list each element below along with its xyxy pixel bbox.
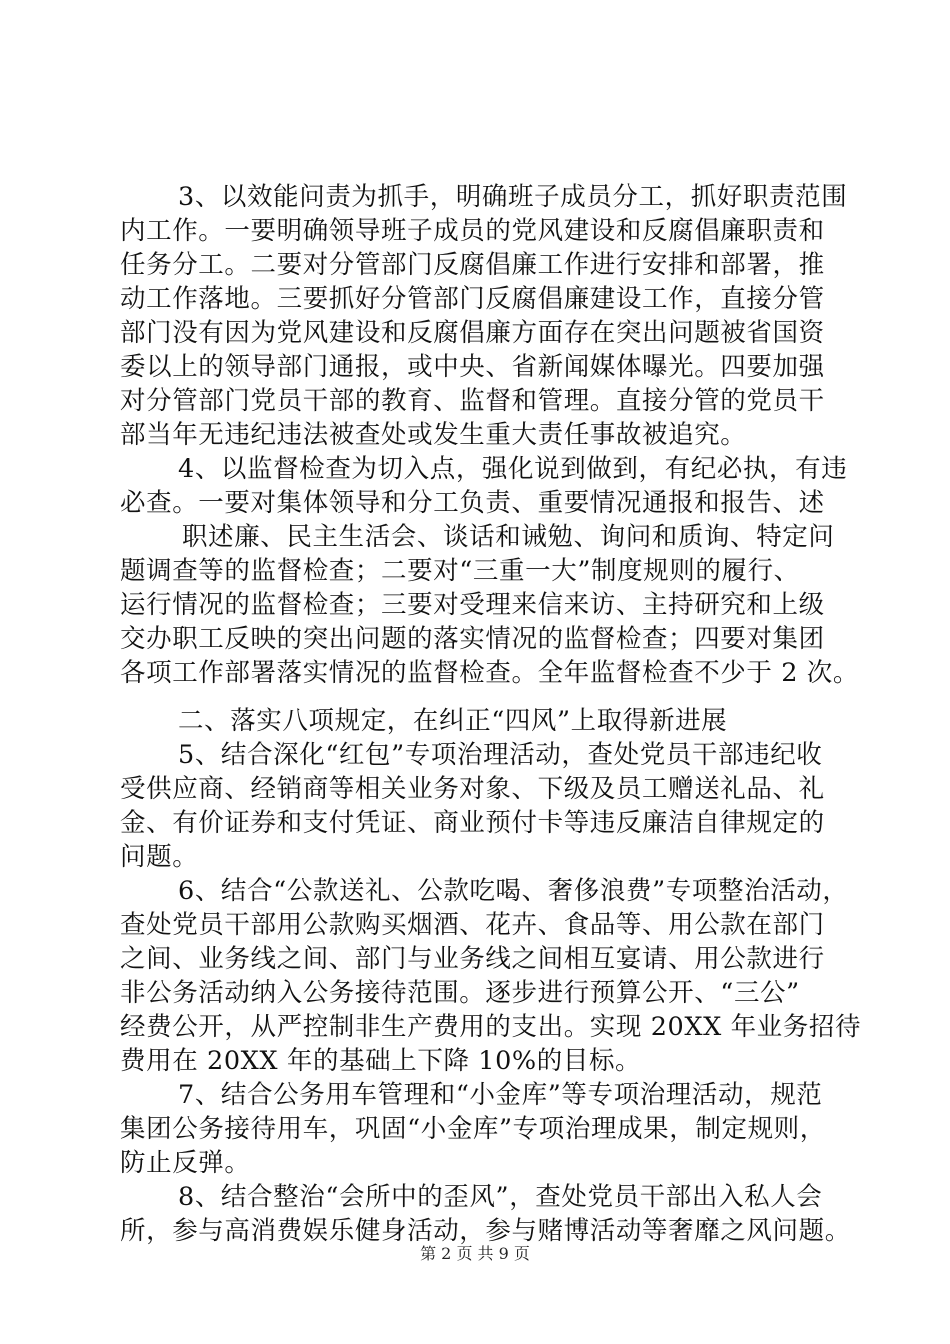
body-line: 动工作落地。三要抓好分管部门反腐倡廉建设工作，直接分管 bbox=[120, 284, 825, 314]
body-line: 任务分工。二要对分管部门反腐倡廉工作进行安排和部署，推 bbox=[120, 250, 825, 280]
body-line: 对分管部门党员干部的教育、监督和管理。直接分管的党员干 bbox=[120, 386, 825, 416]
body-line: 查处党员干部用公款购买烟酒、花卉、食品等、用公款在部门 bbox=[120, 910, 825, 940]
body-line: 各项工作部署落实情况的监督检查。全年监督检查不少于 2 次。 bbox=[120, 658, 859, 688]
body-line: 必查。一要对集体领导和分工负责、重要情况通报和报告、述 bbox=[120, 488, 825, 518]
body-line: 运行情况的监督检查；三要对受理来信来访、主持研究和上级 bbox=[120, 590, 825, 620]
body-line: 委以上的领导部门通报，或中央、省新闻媒体曝光。四要加强 bbox=[120, 352, 825, 382]
body-line: 费用在 20XX 年的基础上下降 10%的目标。 bbox=[120, 1046, 642, 1076]
page-number-footer: 第 2 页 共 9 页 bbox=[420, 1244, 530, 1263]
body-line: 7、结合公务用车管理和“小金库”等专项治理活动，规范 bbox=[178, 1080, 823, 1110]
body-line: 所，参与高消费娱乐健身活动，参与赌博活动等奢靡之风问题。 bbox=[120, 1216, 851, 1246]
body-line: 防止反弹。 bbox=[120, 1148, 251, 1178]
body-line: 4、以监督检查为切入点，强化说到做到，有纪必执，有违 bbox=[178, 454, 848, 484]
body-line: 交办职工反映的突出问题的落实情况的监督检查；四要对集团 bbox=[120, 624, 825, 654]
body-line: 题调查等的监督检查；二要对“三重一大”制度规则的履行、 bbox=[120, 556, 800, 586]
body-line: 问题。 bbox=[120, 842, 199, 872]
body-line: 集团公务接待用车，巩固“小金库”专项治理成果，制定规则， bbox=[120, 1114, 826, 1144]
body-line: 职述廉、民主生活会、谈话和诫勉、询问和质询、特定问 bbox=[182, 522, 835, 552]
body-line: 8、结合整治“会所中的歪风”，查处党员干部出入私人会 bbox=[178, 1182, 823, 1212]
body-line: 3、以效能问责为抓手，明确班子成员分工，抓好职责范围 bbox=[178, 182, 848, 212]
body-line: 内工作。一要明确领导班子成员的党风建设和反腐倡廉职责和 bbox=[120, 216, 825, 246]
body-line: 受供应商、经销商等相关业务对象、下级及员工赠送礼品、礼 bbox=[120, 774, 825, 804]
body-line: 非公务活动纳入公务接待范围。逐步进行预算公开、“三公” bbox=[120, 978, 800, 1008]
body-line: 6、结合“公款送礼、公款吃喝、奢侈浪费”专项整治活动， bbox=[178, 876, 849, 906]
section-heading: 二、落实八项规定，在纠正“四风”上取得新进展 bbox=[178, 706, 728, 736]
body-line: 之间、业务线之间、部门与业务线之间相互宴请、用公款进行 bbox=[120, 944, 825, 974]
body-line: 5、结合深化“红包”专项治理活动，查处党员干部违纪收 bbox=[178, 740, 823, 770]
body-line: 金、有价证券和支付凭证、商业预付卡等违反廉洁自律规定的 bbox=[120, 808, 825, 838]
body-line: 部当年无违纪违法被查处或发生重大责任事故被追究。 bbox=[120, 420, 747, 450]
body-line: 经费公开，从严控制非生产费用的支出。实现 20XX 年业务招待 bbox=[120, 1012, 862, 1042]
body-line: 部门没有因为党风建设和反腐倡廉方面存在突出问题被省国资 bbox=[120, 318, 825, 348]
